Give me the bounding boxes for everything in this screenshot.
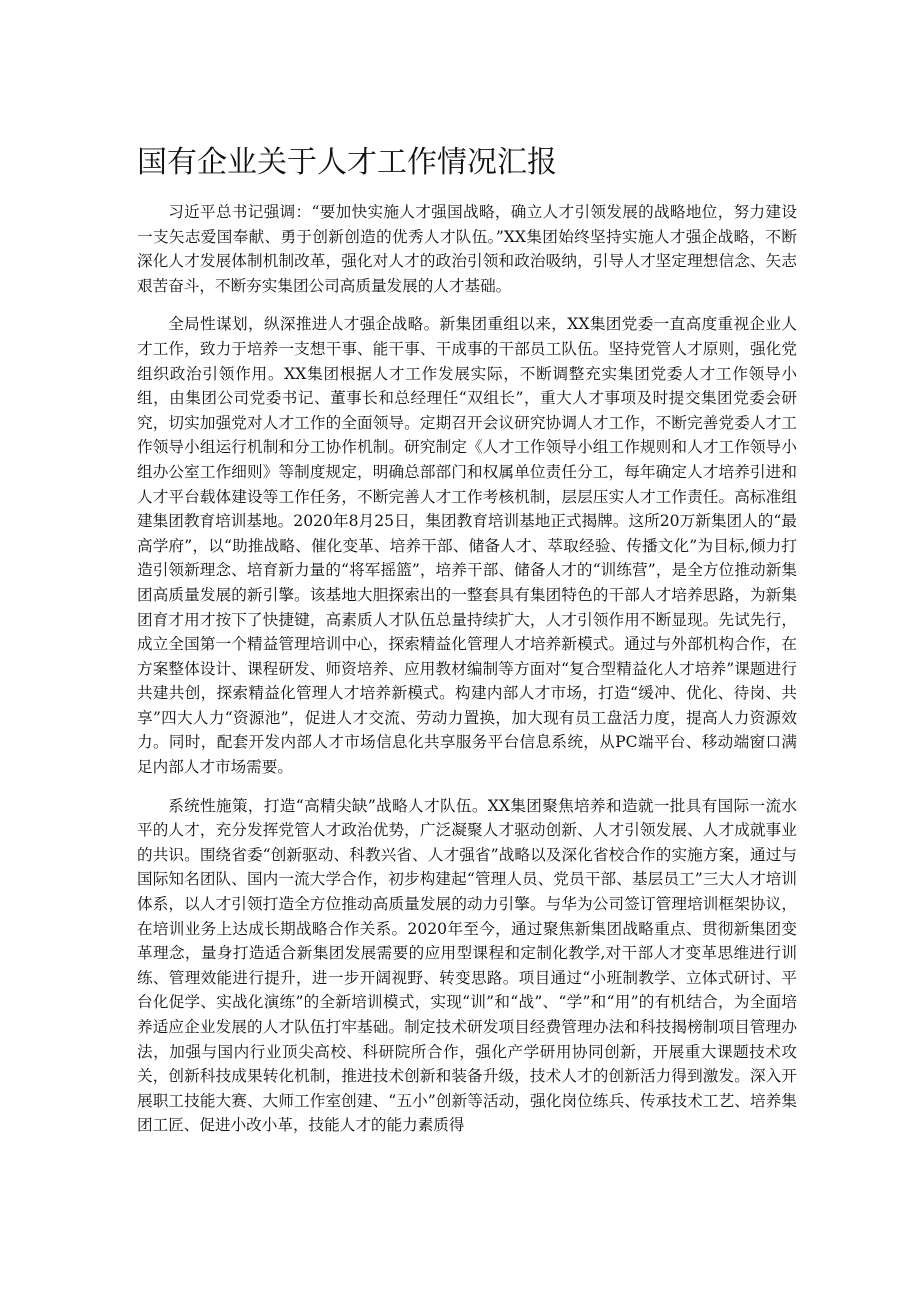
document-body: [137, 200, 797, 1152]
paragraph-overall-planning: 全局性谋划，纵深推进人才强企战略。新集团重组以来，XX集团党委一直高度重视企业人才工作，致力于培养一支想干事、能干事、干成事的干部员工队伍。坚持党管人才原则，强化党组织政治引领作用。XX集团根据人才工作发展实际，不断调整充实集团党委人才工作领导小组，由集团公司党委书记、董事长和总经理任“双组长”，重大人才事项及时提交集团党委会研究，切实加强党对人才工作的全面领导。定期召开会议研究协调人才工作，不断完善党委人才工作领导小组运行机制和分工协作机制。研究制定《人才工作领导小组工作规则和人才工作领导小组办公室工作细则》等制度规定，明确总部部门和权属单位责任分工，每年确定人才培养引进和人才平台载体建设等工作任务，不断完善人才工作考核机制，层层压实人才工作责任。高标准组建集团教育培训基地。2020年8月25日，集团教育培训基地正式揭牌。这所20万新集团人的“最高学府”，以“助推战略、催化变革、培养干部、储备人才、萃取经验、传播文化”为目标,倾力打造引领新理念、培育新力量的“将军摇篮”，培养干部、储备人才的“训练营”，是全方位推动新集团高质量发展的新引擎。该基地大胆探索出的一整套具有集团特色的干部人才培养思路，为新集团育才用才按下了快捷键，高素质人才队伍总量持续扩大，人才引领作用不断显现。先试先行，成立全国第一个精益管理培训中心，探索精益化管理人才培养新模式。通过与外部机构合作，在方案整体设计、课程研发、师资培养、应用教材编制等方面对“复合型精益化人才培养”课题进行共建共创，探索精益化管理人才培养新模式。构建内部人才市场，打造“缓冲、优化、待岗、共享”四大人力“资源池”，促进人才交流、劳动力置换，加大现有员工盘活力度，提高人力资源效力。同时，配套开发内部人才市场信息化共享服务平台信息系统，从PC端平台、移动端窗口满足内部人才市场需要。: [137, 315, 797, 777]
paragraph-systematic-measures: 系统性施策，打造“高精尖缺”战略人才队伍。XX集团聚焦培养和造就一批具有国际一流水平的人才，充分发挥党管人才政治优势，广泛凝聚人才驱动创新、人才引领发展、人才成就事业的共识。围绕省委“创新驱动、科教兴省、人才强省”战略以及深化省校合作的实施方案，通过与国际知名团队、国内一流大学合作，初步构建起“管理人员、党员干部、基层员工”三大人才培训体系，以人才引领打造全方位推动高质量发展的动力引擎。与华为公司签订管理培训框架协议，在培训业务上达成长期战略合作关系。2020年至今，通过聚焦新集团战略重点、贯彻新集团变革理念，量身打造适合新集团发展需要的应用型课程和定制化教学,对干部人才变革思维进行训练、管理效能进行提升，进一步开阔视野、转变思路。项目通过“小班制教学、立体式研讨、平台化促学、实战化演练”的全新培训模式，实现“训”和“战”、“学”和“用”的有机结合，为全面培养适应企业发展的人才队伍打牢基础。制定技术研发项目经费管理办法和科技揭榜制项目管理办法，加强与国内行业顶尖高校、科研院所合作，强化产学研用协同创新，开展重大课题技术攻关，创新科技成果转化机制，推进技术创新和装备升级，技术人才的创新活力得到激发。深入开展职工技能大赛、大师工作室创建、“五小”创新等活动，强化岗位练兵、传承技术工艺、培养集团工匠、促进小改小革，技能人才的能力素质得: [137, 796, 797, 1135]
paragraph-intro: 习近平总书记强调：“要加快实施人才强国战略，确立人才引领发展的战略地位，努力建设一支矢志爱国奉献、勇于创新创造的优秀人才队伍。”XX集团始终坚持实施人才强企战略，不断深化人才发展体制机制改革，强化对人才的政治引领和政治吸纳，引导人才坚定理想信念、矢志艰苦奋斗，不断夯实集团公司高质量发展的人才基础。: [137, 203, 797, 295]
document-title: 国有企业关于人才工作情况汇报: [137, 145, 557, 180]
